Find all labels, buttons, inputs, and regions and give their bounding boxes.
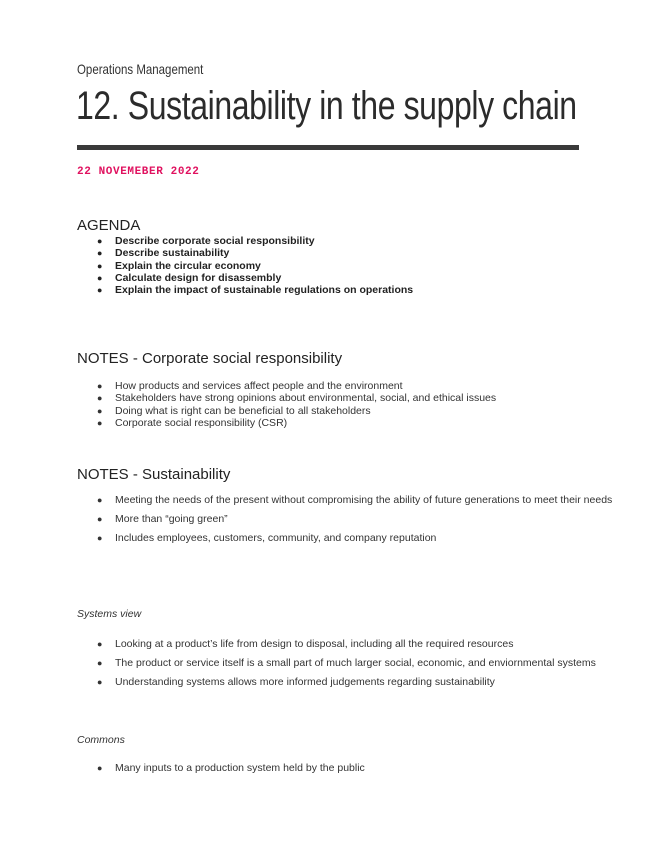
agenda-list (77, 235, 617, 296)
list-item: ● Corporate social responsibility (CSR) (97, 416, 288, 429)
bullet-icon: ● (97, 677, 103, 687)
list-item: ● Meeting the needs of the present without compromising the ability of future generations to meet their needs (77, 491, 615, 510)
list-item: ● Many inputs to a production system held by the public (77, 759, 617, 778)
list-item: ● Explain the impact of sustainable regulations on operations (97, 284, 414, 297)
sustainability-list (77, 491, 617, 548)
csr-heading: NOTES - Corporate social responsibility (77, 350, 343, 367)
bullet-icon: ● (97, 236, 103, 246)
bullet-icon: ● (97, 381, 103, 391)
sustainability-heading: NOTES - Sustainability (77, 466, 231, 483)
bullet-icon: ● (97, 514, 103, 524)
agenda-heading: AGENDA (77, 217, 141, 234)
list-item: ● Includes employees, customers, community, and company reputation (77, 529, 617, 548)
bullet-icon: ● (97, 763, 103, 773)
list-item: ● Describe sustainability (97, 247, 230, 260)
bullet-icon: ● (97, 272, 103, 283)
bullet-icon: ● (97, 405, 103, 416)
list-item: ● Looking at a product’s life from design to disposal, including all the required resources (77, 635, 617, 654)
list-item: ● How products and services affect people and the environment (97, 380, 403, 392)
page-title: 12. Sustainability in the supply chain (76, 84, 577, 128)
bullet-icon: ● (97, 393, 103, 404)
list-item: ● Calculate design for disassembly (97, 271, 282, 284)
list-item: ● The product or service itself is a small part of much larger social, economic, and enviornmental systems (77, 654, 617, 673)
commons-list (77, 759, 617, 778)
list-item: ● Doing what is right can be beneficial to all stakeholders (97, 404, 371, 417)
list-item: ● Stakeholders have strong opinions about environmental, social, and ethical issues (97, 392, 497, 405)
bullet-icon: ● (97, 533, 103, 543)
systems-view-list (77, 635, 617, 692)
systems-view-heading: Systems view (77, 608, 142, 620)
bullet-icon: ● (97, 285, 103, 296)
title-divider (77, 145, 579, 150)
bullet-icon: ● (97, 417, 103, 428)
bullet-icon: ● (97, 260, 103, 271)
lecture-date: 22 NOVEMEBER 2022 (77, 166, 200, 178)
csr-list (77, 380, 617, 429)
bullet-icon: ● (97, 495, 103, 505)
list-item: ● Describe corporate social responsibility (97, 235, 315, 247)
list-item: ● Understanding systems allows more informed judgements regarding sustainability (77, 673, 617, 692)
commons-heading: Commons (77, 734, 125, 746)
course-name: Operations Management (77, 61, 204, 77)
bullet-icon: ● (97, 248, 103, 259)
list-item: ● More than “going green” (77, 510, 617, 529)
list-item: ● Explain the circular economy (97, 259, 261, 272)
bullet-icon: ● (97, 639, 103, 649)
bullet-icon: ● (97, 658, 103, 668)
